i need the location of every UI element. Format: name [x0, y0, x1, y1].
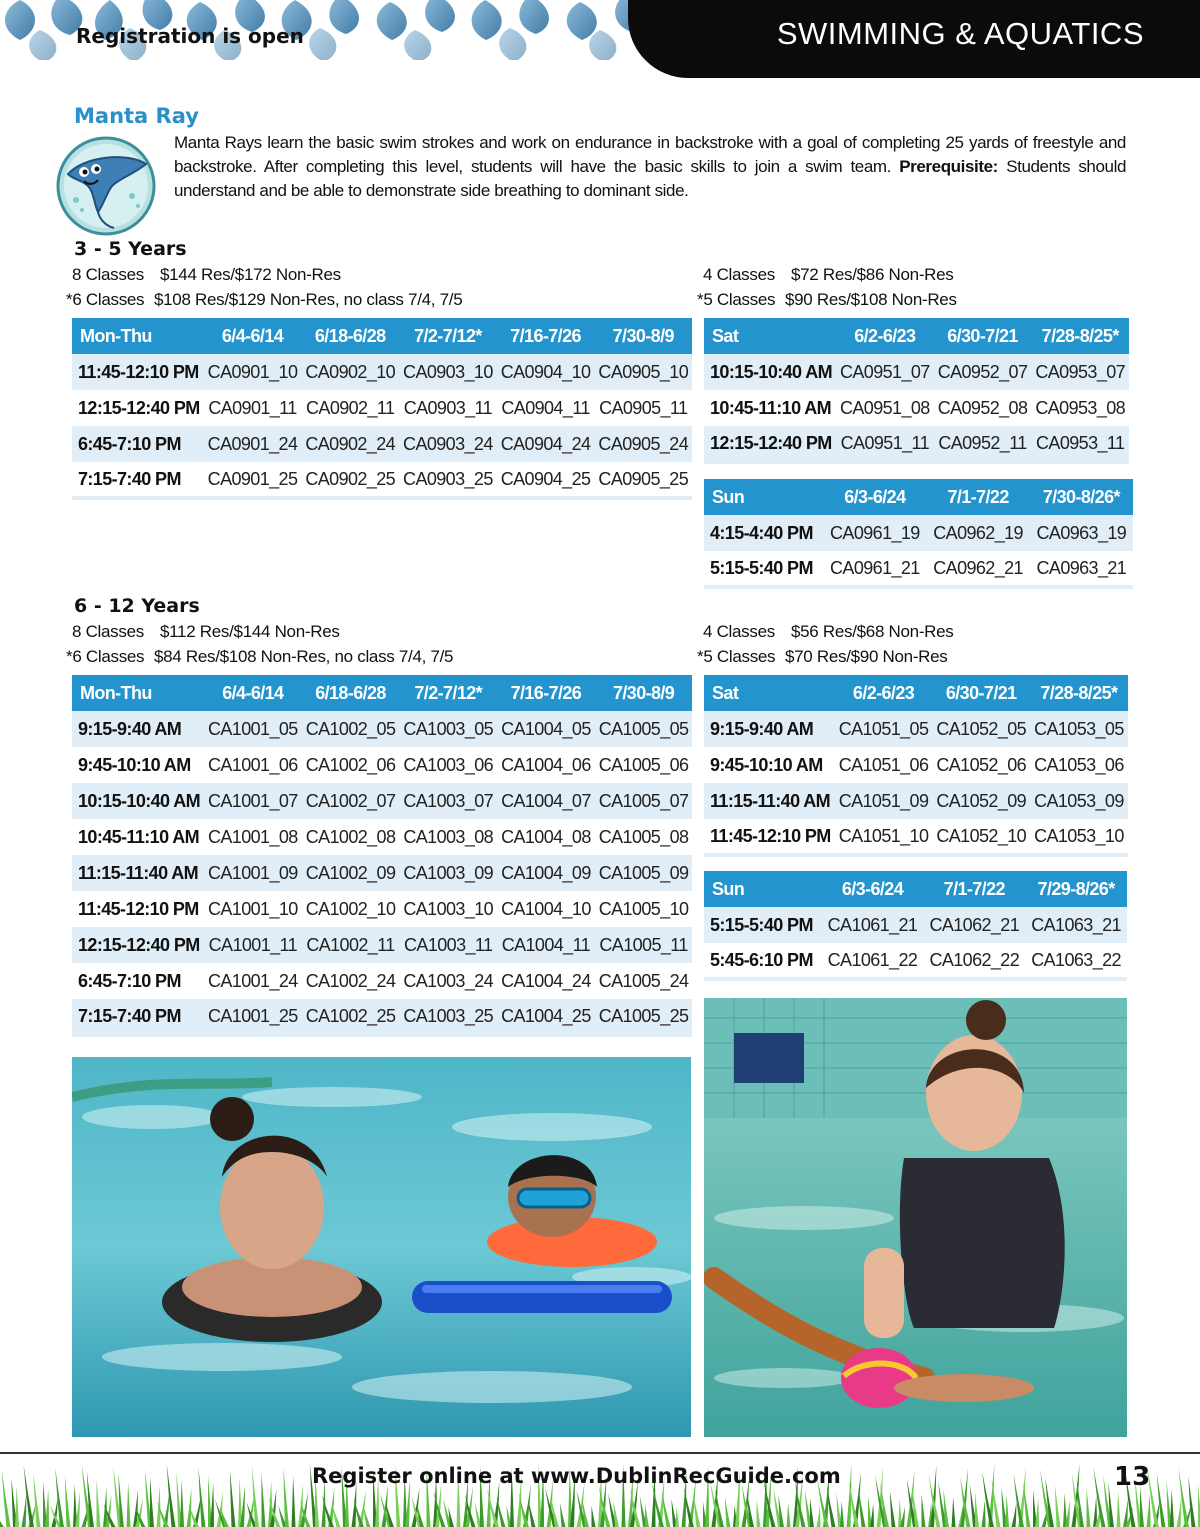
- table-row: [72, 891, 692, 927]
- class-code: CA0952_08: [934, 390, 1032, 426]
- class-time: 9:45-10:10 AM: [704, 747, 835, 783]
- table-date-header: 6/4-6/14: [204, 675, 302, 711]
- register-online-link[interactable]: Register online at www.DublinRecGuide.com: [312, 1464, 841, 1488]
- class-code: CA0901_25: [204, 462, 302, 498]
- table-date-header: 6/2-6/23: [836, 318, 934, 354]
- table-header-row: [704, 479, 1133, 515]
- class-code: CA1005_05: [595, 711, 693, 747]
- sunday-schedule-table: [704, 871, 1127, 981]
- saturday-schedule-table: [704, 318, 1129, 464]
- class-code: CA0905_10: [594, 354, 692, 390]
- class-code: CA0903_24: [399, 426, 497, 462]
- class-code: CA1002_24: [302, 963, 400, 999]
- class-time: 11:45-12:10 PM: [704, 819, 835, 855]
- table-header-row: [704, 871, 1127, 907]
- class-code: CA0901_11: [204, 390, 302, 426]
- class-code: CA1052_09: [932, 783, 1030, 819]
- price-qty: 8 Classes: [72, 622, 144, 641]
- table-row: [72, 783, 692, 819]
- class-code: CA1001_11: [204, 927, 302, 963]
- class-time: 11:15-11:40 AM: [704, 783, 835, 819]
- table-row: [704, 783, 1128, 819]
- class-time: 6:45-7:10 PM: [72, 426, 204, 462]
- table-row: [72, 819, 692, 855]
- price-line: [697, 647, 948, 667]
- table-row: [704, 426, 1129, 462]
- table-day-header: Sun: [704, 479, 823, 515]
- class-code: CA1001_06: [204, 747, 302, 783]
- class-code: CA1001_25: [204, 999, 302, 1035]
- table-row: [704, 551, 1133, 587]
- table-header-row: [72, 318, 692, 354]
- page-header: [0, 0, 1200, 80]
- table-header-row: [704, 675, 1128, 711]
- class-time: 10:15-10:40 AM: [72, 783, 204, 819]
- class-time: 10:45-11:10 AM: [704, 390, 836, 426]
- price-qty: *6 Classes: [66, 647, 145, 666]
- table-row: [72, 963, 692, 999]
- class-code: CA1001_07: [204, 783, 302, 819]
- table-day-header: Sun: [704, 871, 822, 907]
- class-code: CA1005_06: [595, 747, 693, 783]
- price-fee: $144 Res/$172 Non-Res: [160, 265, 341, 284]
- class-code: CA0904_10: [497, 354, 595, 390]
- class-code: CA1051_09: [835, 783, 933, 819]
- class-code: CA1053_06: [1030, 747, 1128, 783]
- class-code: CA0905_11: [594, 390, 692, 426]
- price-line: [66, 290, 462, 310]
- table-row: [704, 907, 1127, 943]
- table-date-header: 7/1-7/22: [927, 479, 1030, 515]
- class-code: CA0952_07: [934, 354, 1032, 390]
- table-date-header: 7/30-8/9: [594, 318, 692, 354]
- class-code: CA1004_11: [497, 927, 595, 963]
- section-tab: [628, 0, 1200, 78]
- table-row: [72, 426, 692, 462]
- class-time: 5:15-5:40 PM: [704, 551, 823, 587]
- class-code: CA0905_24: [594, 426, 692, 462]
- saturday-schedule-table: [704, 675, 1128, 857]
- swim-lesson-photo-kickboard: [72, 1057, 691, 1437]
- price-fee: $70 Res/$90 Non-Res: [785, 647, 948, 666]
- class-time: 5:15-5:40 PM: [704, 907, 822, 943]
- price-line: [72, 622, 340, 642]
- class-code: CA1003_24: [399, 963, 497, 999]
- table-row: [72, 390, 692, 426]
- table-row: [704, 390, 1129, 426]
- class-code: CA1002_07: [302, 783, 400, 819]
- class-code: CA1002_25: [302, 999, 400, 1035]
- table-date-header: 7/29-8/26*: [1025, 871, 1127, 907]
- class-code: CA0963_21: [1030, 551, 1133, 587]
- class-code: CA1005_11: [595, 927, 693, 963]
- class-time: 11:45-12:10 PM: [72, 354, 204, 390]
- price-fee: $112 Res/$144 Non-Res: [160, 622, 340, 641]
- weekday-schedule-table: [72, 675, 692, 1037]
- class-code: CA1004_08: [497, 819, 595, 855]
- class-code: CA1062_21: [923, 907, 1025, 943]
- table-date-header: 7/30-8/26*: [1030, 479, 1133, 515]
- price-line: [66, 647, 453, 667]
- table-day-header: Mon-Thu: [72, 675, 204, 711]
- table-row: [704, 711, 1128, 747]
- table-day-header: Sat: [704, 675, 835, 711]
- class-code: CA1002_10: [302, 891, 400, 927]
- class-code: CA0901_24: [204, 426, 302, 462]
- class-code: CA1001_10: [204, 891, 302, 927]
- class-code: CA1004_25: [497, 999, 595, 1035]
- table-date-header: 7/28-8/25*: [1030, 675, 1128, 711]
- class-code: CA1052_10: [932, 819, 1030, 855]
- class-code: CA1004_05: [497, 711, 595, 747]
- table-date-header: 6/18-6/28: [301, 318, 399, 354]
- table-row: [704, 747, 1128, 783]
- class-code: CA0902_25: [301, 462, 399, 498]
- price-qty: *5 Classes: [697, 647, 776, 666]
- class-code: CA0903_11: [399, 390, 497, 426]
- class-code: CA1063_22: [1025, 943, 1127, 979]
- price-fee: $108 Res/$129 Non-Res, no class 7/4, 7/5: [154, 290, 463, 309]
- class-time: 12:15-12:40 PM: [72, 390, 204, 426]
- price-line: [72, 265, 341, 285]
- class-code: CA0962_19: [927, 515, 1030, 551]
- class-time: 5:45-6:10 PM: [704, 943, 822, 979]
- price-fee: $56 Res/$68 Non-Res: [791, 622, 954, 641]
- class-code: CA1002_06: [302, 747, 400, 783]
- class-code: CA1003_07: [399, 783, 497, 819]
- table-date-header: 6/30-7/21: [932, 675, 1030, 711]
- table-date-header: 7/28-8/25*: [1031, 318, 1129, 354]
- price-qty: 8 Classes: [72, 265, 144, 284]
- class-code: CA0903_25: [399, 462, 497, 498]
- class-code: CA1005_09: [595, 855, 693, 891]
- price-qty: *6 Classes: [66, 290, 145, 309]
- class-code: CA1004_10: [497, 891, 595, 927]
- class-code: CA0962_21: [927, 551, 1030, 587]
- table-row: [704, 515, 1133, 551]
- class-code: CA1061_21: [822, 907, 924, 943]
- class-code: CA0901_10: [204, 354, 302, 390]
- class-code: CA0951_08: [836, 390, 934, 426]
- table-row: [72, 855, 692, 891]
- weekday-schedule-table: [72, 318, 692, 500]
- class-code: CA1063_21: [1025, 907, 1127, 943]
- class-time: 11:45-12:10 PM: [72, 891, 204, 927]
- class-code: CA0904_25: [497, 462, 595, 498]
- class-code: CA1005_24: [595, 963, 693, 999]
- class-time: 9:15-9:40 AM: [72, 711, 204, 747]
- class-code: CA1002_08: [302, 819, 400, 855]
- class-code: CA1003_09: [399, 855, 497, 891]
- class-code: CA1005_07: [595, 783, 693, 819]
- class-code: CA1004_07: [497, 783, 595, 819]
- class-code: CA0953_08: [1031, 390, 1129, 426]
- price-qty: 4 Classes: [703, 265, 775, 284]
- table-row: [72, 711, 692, 747]
- class-code: CA1003_11: [399, 927, 497, 963]
- class-code: CA0904_24: [497, 426, 595, 462]
- prerequisite-label: Prerequisite:: [899, 157, 998, 176]
- table-date-header: 7/2-7/12*: [399, 318, 497, 354]
- class-code: CA1001_05: [204, 711, 302, 747]
- price-line: [697, 290, 957, 310]
- swim-lesson-photo-instructor: [704, 998, 1127, 1437]
- class-code: CA1062_22: [923, 943, 1025, 979]
- class-time: 9:45-10:10 AM: [72, 747, 204, 783]
- class-time: 9:15-9:40 AM: [704, 711, 835, 747]
- table-date-header: 7/16-7/26: [497, 675, 595, 711]
- class-code: CA1005_25: [595, 999, 693, 1035]
- table-row: [704, 354, 1129, 390]
- class-time: 11:15-11:40 AM: [72, 855, 204, 891]
- class-code: CA0951_07: [836, 354, 934, 390]
- class-code: CA0904_11: [497, 390, 595, 426]
- table-row: [704, 943, 1127, 979]
- class-code: CA1002_05: [302, 711, 400, 747]
- table-date-header: 6/2-6/23: [835, 675, 933, 711]
- class-code: CA1001_09: [204, 855, 302, 891]
- level-title: Manta Ray: [74, 104, 199, 128]
- page-number: 13: [1114, 1462, 1151, 1492]
- description-text: Manta Rays learn the basic swim strokes and work on endurance in backstroke with a goal of completing 25 yards of freestyle and backstroke. After completing this level, students will have the basic skills to join a swim team.: [174, 133, 1126, 176]
- class-code: CA0952_11: [934, 426, 1032, 462]
- class-code: CA1003_25: [399, 999, 497, 1035]
- class-code: CA1053_05: [1030, 711, 1128, 747]
- table-date-header: 6/3-6/24: [822, 871, 924, 907]
- class-code: CA1053_09: [1030, 783, 1128, 819]
- table-day-header: Mon-Thu: [72, 318, 204, 354]
- section-title: SWIMMING & AQUATICS: [776, 16, 1144, 51]
- table-date-header: 7/1-7/22: [923, 871, 1025, 907]
- table-date-header: 7/30-8/9: [595, 675, 693, 711]
- class-time: 12:15-12:40 PM: [704, 426, 836, 462]
- class-code: CA1005_08: [595, 819, 693, 855]
- table-header-row: [72, 675, 692, 711]
- class-code: CA0951_11: [836, 426, 934, 462]
- class-code: CA1003_05: [399, 711, 497, 747]
- class-code: CA1001_08: [204, 819, 302, 855]
- price-qty: *5 Classes: [697, 290, 776, 309]
- class-code: CA1053_10: [1030, 819, 1128, 855]
- table-row: [72, 462, 692, 498]
- table-date-header: 6/30-7/21: [934, 318, 1032, 354]
- price-line: [703, 622, 954, 642]
- registration-open-label: Registration is open: [76, 24, 304, 48]
- class-code: CA1003_10: [399, 891, 497, 927]
- price-qty: 4 Classes: [703, 622, 775, 641]
- class-code: CA0902_24: [301, 426, 399, 462]
- price-fee: $84 Res/$108 Non-Res, no class 7/4, 7/5: [154, 647, 454, 666]
- class-code: CA0953_07: [1031, 354, 1129, 390]
- table-row: [72, 999, 692, 1035]
- class-code: CA0905_25: [594, 462, 692, 498]
- class-code: CA1003_08: [399, 819, 497, 855]
- price-fee: $72 Res/$86 Non-Res: [791, 265, 954, 284]
- class-time: 12:15-12:40 PM: [72, 927, 204, 963]
- class-time: 6:45-7:10 PM: [72, 963, 204, 999]
- class-time: 7:15-7:40 PM: [72, 999, 204, 1035]
- table-header-row: [704, 318, 1129, 354]
- class-time: 7:15-7:40 PM: [72, 462, 204, 498]
- age-group-heading: 6 - 12 Years: [74, 595, 200, 617]
- class-code: CA0961_19: [823, 515, 926, 551]
- class-code: CA1005_10: [595, 891, 693, 927]
- class-code: CA1004_09: [497, 855, 595, 891]
- class-code: CA1052_05: [932, 711, 1030, 747]
- class-code: CA1004_06: [497, 747, 595, 783]
- table-date-header: 6/18-6/28: [302, 675, 400, 711]
- class-code: CA1001_24: [204, 963, 302, 999]
- table-row: [704, 819, 1128, 855]
- class-code: CA0902_10: [301, 354, 399, 390]
- class-code: CA0902_11: [301, 390, 399, 426]
- table-date-header: 6/3-6/24: [823, 479, 926, 515]
- table-date-header: 6/4-6/14: [204, 318, 302, 354]
- class-code: CA1052_06: [932, 747, 1030, 783]
- prerequisite-text: Students should understand and be able to demonstrate side breathing to dominant side.: [174, 157, 1127, 200]
- class-code: CA1051_10: [835, 819, 933, 855]
- class-code: CA1002_11: [302, 927, 400, 963]
- class-code: CA1051_06: [835, 747, 933, 783]
- class-code: CA1002_09: [302, 855, 400, 891]
- age-group-heading: 3 - 5 Years: [74, 238, 187, 260]
- table-date-header: 7/16-7/26: [497, 318, 595, 354]
- table-row: [72, 927, 692, 963]
- class-code: CA0903_10: [399, 354, 497, 390]
- class-code: CA1004_24: [497, 963, 595, 999]
- table-row: [72, 747, 692, 783]
- level-description: [174, 131, 1126, 203]
- class-code: CA1061_22: [822, 943, 924, 979]
- manta-ray-icon: [54, 134, 158, 238]
- class-code: CA0961_21: [823, 551, 926, 587]
- sunday-schedule-table: [704, 479, 1133, 589]
- table-day-header: Sat: [704, 318, 836, 354]
- class-code: CA1003_06: [399, 747, 497, 783]
- class-code: CA0963_19: [1030, 515, 1133, 551]
- price-fee: $90 Res/$108 Non-Res: [785, 290, 957, 309]
- class-code: CA1051_05: [835, 711, 933, 747]
- table-date-header: 7/2-7/12*: [399, 675, 497, 711]
- class-time: 4:15-4:40 PM: [704, 515, 823, 551]
- table-row: [72, 354, 692, 390]
- class-code: CA0953_11: [1031, 426, 1129, 462]
- class-time: 10:45-11:10 AM: [72, 819, 204, 855]
- price-line: [703, 265, 954, 285]
- class-time: 10:15-10:40 AM: [704, 354, 836, 390]
